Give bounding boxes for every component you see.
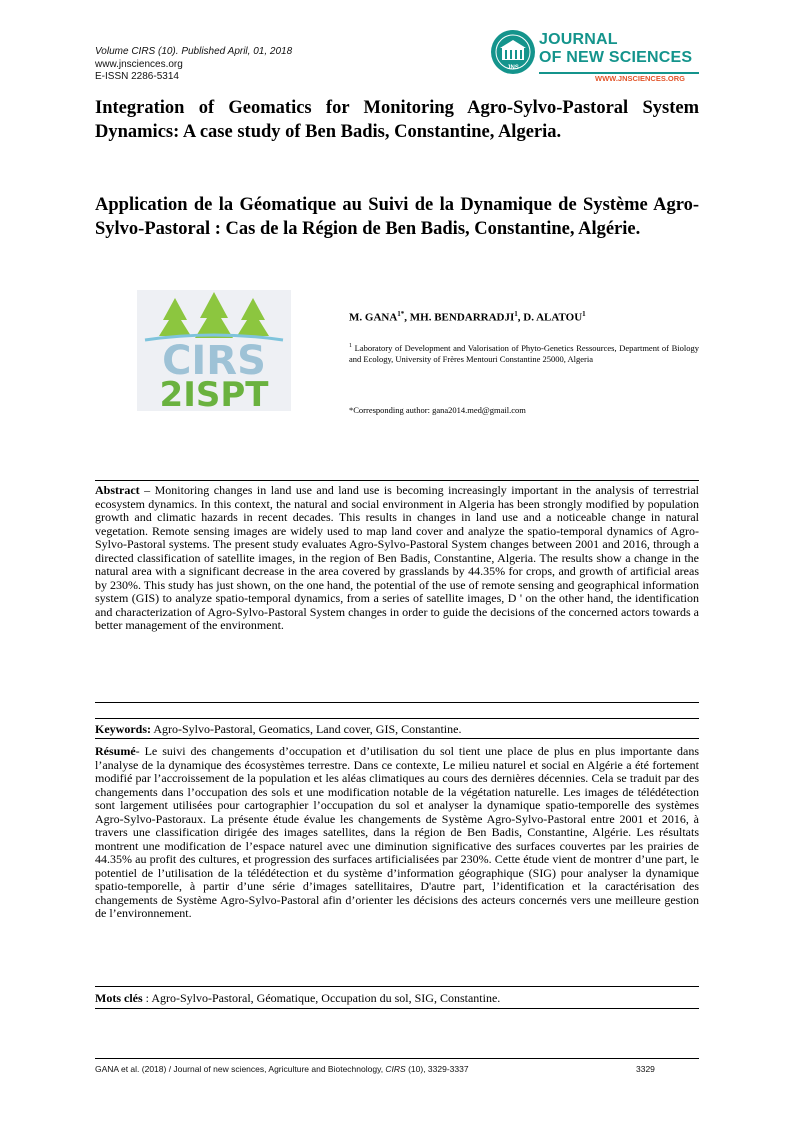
resume-text: - Le suivi des changements d’occupation et d’utilisation du sol tient une place de plus en plus importante dans l’analyse de la dynamique des écosystèmes terrestre. Dans ce contexte, Le milieu naturel et social en Algérie a été fortement modifié par l’accroissement de la population et les aléas climatiques au cours des dernières décennies. Cela se traduit par des changements dans l’occupation des sols et une modification notable de la végétation naturelle. Les images de télédétection sont largement utilisées pour cartographier l’occupation du sol et analyser la dynamique spatio-temporelle des systèmes Agro-Sylvo-Pastoraux. La présente étude évalue les changements de Système Agro-Sylvo-Pastoral entre 2001 et 2016, à travers une classification dirigée des images satellites, dans la région de Ben Badis, Constantine, Algérie. Les résultats montrent une modification de l’espace naturel avec une diminution significative des surfaces couvertes par les prairies de 44.35% au profit des cultures, et progression des surfaces artificialisées par 230%. Cette étude vient de montrer d’une part, le potentiel de l’utilisation de la télédétection et du système d’information géographique (SIG) pour analyser la dynamique spatio-temporelle, à partir d’une série d’images satellitaires, D'autre part, l’identification et la caractérisation des changements de Système Agro-Sylvo-Pastoral afin d’orienter les décisions des acteurs concernés vers une meilleure gestion de l’environnement.: [95, 744, 699, 920]
author-list: [349, 310, 586, 324]
abstract-label: Abstract: [95, 483, 140, 497]
mots-cles-label: Mots clés: [95, 991, 143, 1005]
citation-journal: CIRS: [385, 1064, 406, 1074]
title-french: Application de la Géomatique au Suivi de la Dynamique de Système Agro-Sylvo-Pastoral : Cas de la Région de Ben Badis, Constantine, Algérie.: [95, 195, 699, 239]
rule-keywords-bottom: [95, 738, 699, 739]
affiliation-text: Laboratory of Development and Valorisation of Phyto-Genetics Ressources, Department of Biology and Ecology, University of Frères Mentouri Constantine 25000, Algeria: [349, 342, 700, 364]
resume-label: Résumé: [95, 744, 136, 758]
abstract: [95, 484, 699, 633]
website-line: www.jnsciences.org: [95, 58, 183, 70]
author-name: M. GANA: [349, 311, 398, 324]
cirs-2ispt-logo: [137, 290, 291, 411]
citation-post: (10), 3329-3337: [405, 1064, 469, 1074]
author-name: MH. BENDARRADJI: [409, 311, 515, 324]
author-name: D. ALATOU: [523, 311, 583, 324]
abstract-text: – Monitoring changes in land use and land use is becoming increasingly important in the analysis of terrestrial ecosystem dynamics. In this context, the natural and social environment in Algeria has been strongly modified by population growth and climatic hazards in recent decades. This results in changes in land use and a noticeable change in natural vegetation. Remote sensing images are widely used to map land cover and analyze the spatio-temporal dynamics of Agro-Sylvo-Pastoral systems. The present study evaluates Agro-Sylvo-Pastoral System changes between 2001 and 2016, through a directed classification of satellite images, in the region of Ben Badis, Constantine, Algeria. The results show a change in the natural area with a significant decrease in the area covered by grasslands by 44.35% for crops, and growth of artificial areas by 230%. This study has just shown, on the one hand, the potential of the use of remote sensing and geographical information system (GIS) to analyze spatio-temporal dynamics, from a series of satellite images, D ' on the other hand, the identification and characterization of Agro-Sylvo-Pastoral System changes in order to guide the decisions of the concerned actors towards a better management of the environment.: [95, 483, 699, 632]
page-number: 3329: [636, 1064, 655, 1074]
rule-footer: [95, 1058, 699, 1059]
keywords-label: Keywords:: [95, 722, 151, 736]
affiliation: [349, 341, 699, 365]
resume: [95, 745, 699, 921]
keywords-text: Agro-Sylvo-Pastoral, Geomatics, Land cover, GIS, Constantine.: [151, 722, 462, 736]
volume-line: Volume CIRS (10). Published April, 01, 2018: [95, 46, 293, 57]
rule-abstract-top: [95, 480, 699, 481]
rule-mots-cles-bottom: [95, 1008, 699, 1009]
author-separator: ,: [517, 311, 524, 324]
rule-resume-bottom: [95, 986, 699, 987]
title-english: Integration of Geomatics for Monitoring Agro-Sylvo-Pastoral System Dynamics: A case study of Ben Badis, Constantine, Algeria.: [95, 98, 699, 142]
author-sup: 1: [514, 310, 518, 318]
affiliation-sup: 1: [349, 343, 352, 349]
issn-line: E-ISSN 2286-5314: [95, 71, 179, 82]
footer: [95, 1064, 699, 1074]
cirs-logo-line2: 2ISPT: [159, 375, 269, 411]
cirs-logo-line1: CIRS: [162, 338, 266, 384]
logo-line-2: OF NEW SCIENCES: [539, 49, 693, 66]
citation-pre: GANA et al. (2018) / Journal of new sciences, Agriculture and Biotechnology,: [95, 1064, 386, 1074]
journal-emblem-icon: [489, 28, 537, 76]
rule-abstract-bottom: [95, 702, 699, 703]
author-separator: ,: [404, 311, 410, 324]
logo-url: WWW.JNSCIENCES.ORG: [595, 74, 686, 83]
rule-keywords-top: [95, 718, 699, 719]
emblem-text: JNS: [507, 65, 519, 71]
mots-cles-text: : Agro-Sylvo-Pastoral, Géomatique, Occupation du sol, SIG, Constantine.: [142, 991, 501, 1005]
mots-cles: [95, 992, 699, 1006]
corresponding-author: *Corresponding author: gana2014.med@gmail.com: [349, 405, 526, 415]
keywords: [95, 723, 699, 737]
journal-logo-text: [539, 31, 692, 67]
logo-line-1: JOURNAL: [539, 31, 618, 48]
journal-logo: [489, 28, 704, 84]
journal-header-meta: [95, 46, 292, 84]
footer-citation: [95, 1064, 469, 1074]
author-sup: 1*: [397, 310, 405, 318]
author-sup: 1: [582, 310, 586, 318]
